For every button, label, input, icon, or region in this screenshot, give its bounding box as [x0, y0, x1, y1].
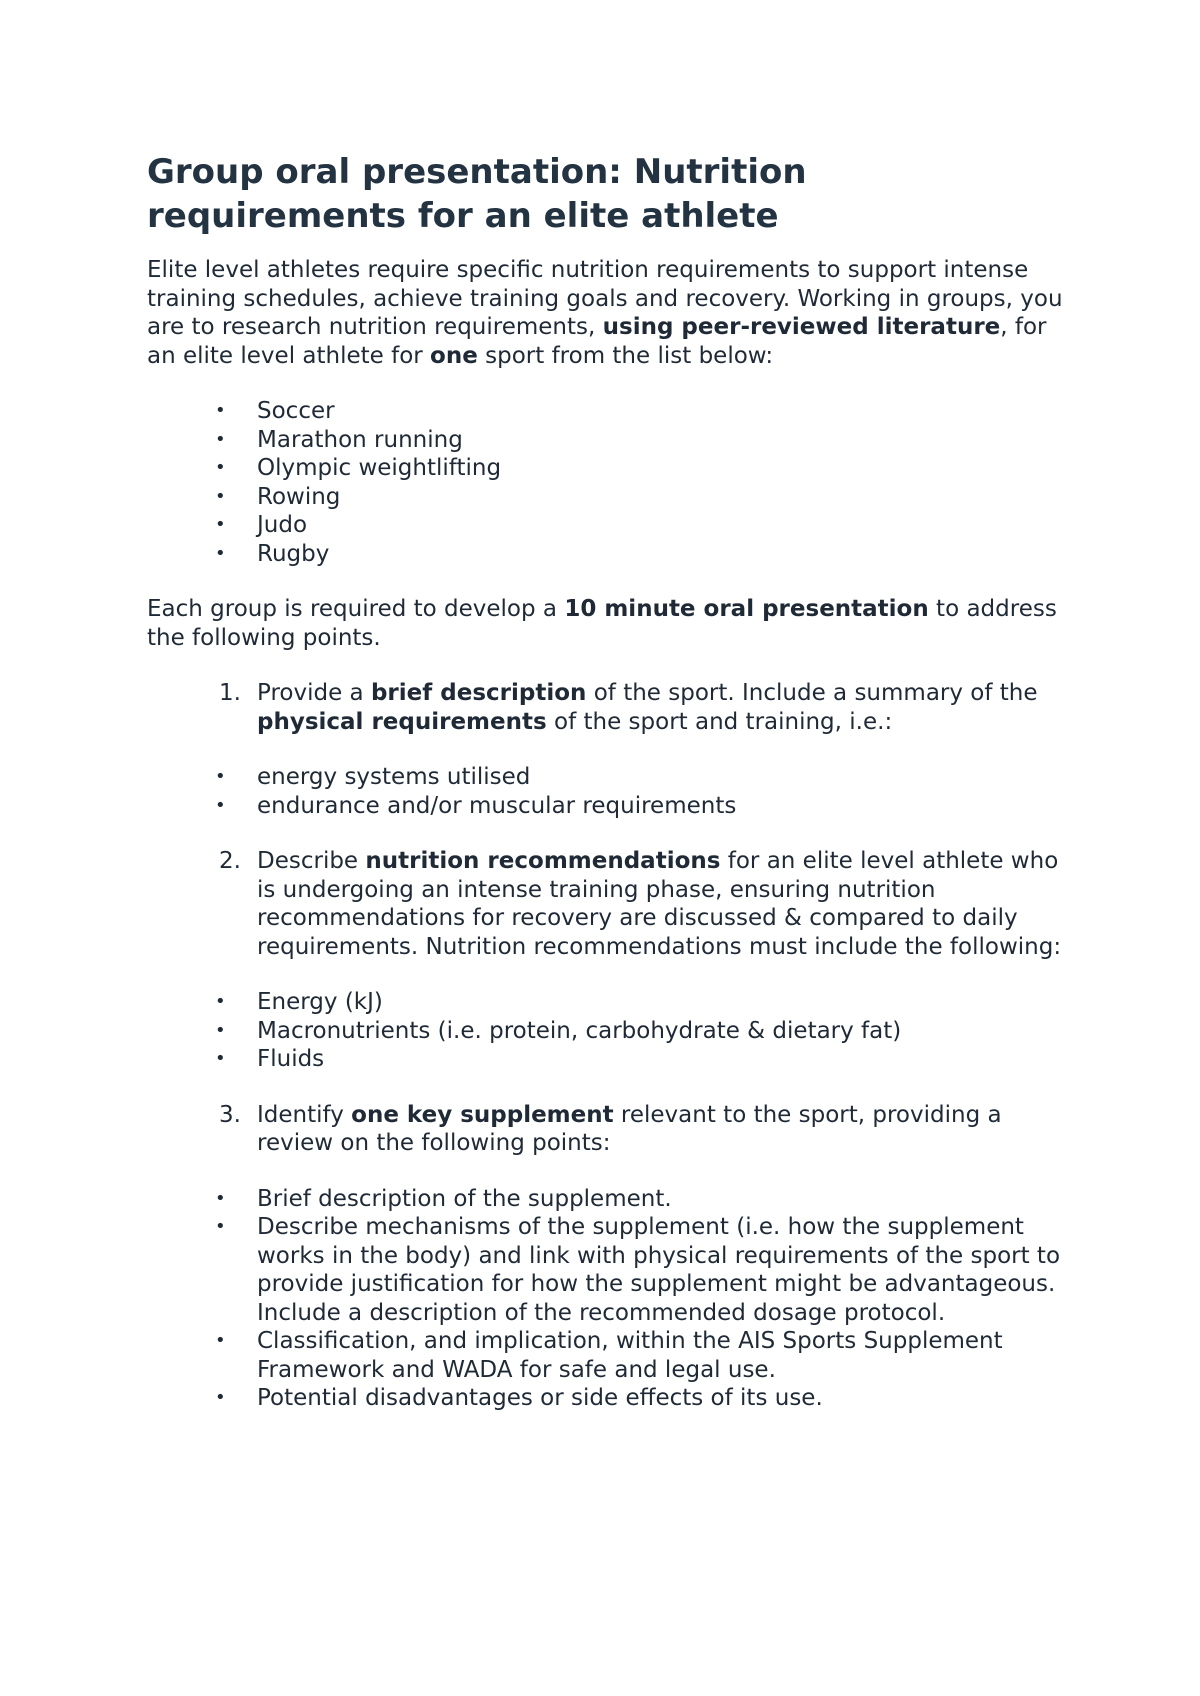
- task-text-1: Each group is required to develop a: [147, 596, 565, 622]
- bullet-icon: •: [215, 485, 226, 507]
- list-item-text: Describe mechanisms of the supplement (i.e. how the supplement works in the body) and link with physical requirements of the sport to provide justification for how the supplement might be advantageous. Include a description of the recommended dosage protocol.: [257, 1214, 1061, 1326]
- list-item: [147, 792, 1067, 821]
- list-item: [147, 483, 1067, 512]
- intro-text-2: , for an elite level athlete for: [147, 314, 1047, 369]
- intro-text-3: sport from the list below:: [477, 342, 774, 369]
- point-text: Provide a: [257, 680, 371, 706]
- list-item-text: Olympic weightlifting: [257, 455, 502, 481]
- point-text: relevant to the sport, providing a review on the following points:: [257, 1101, 1002, 1156]
- bullet-icon: •: [215, 457, 226, 478]
- point-bold: brief description: [370, 680, 587, 706]
- intro-text-1: Elite level athletes require specific nutrition requirements to support intense training schedules, achieve training goals and recovery. Working in groups, you are to research nutrition requirements,: [147, 257, 1063, 340]
- point-text: Describe: [257, 848, 366, 874]
- list-item-text: energy systems utilised: [257, 764, 531, 790]
- list-item: [147, 1384, 1067, 1413]
- list-item: [147, 540, 1067, 569]
- point-text: Identify: [257, 1101, 352, 1128]
- bullet-icon: •: [215, 1216, 226, 1237]
- list-item: [147, 763, 1067, 792]
- numbered-point-1: [147, 679, 1067, 736]
- point-text: of the sport and training, i.e.:: [546, 708, 893, 735]
- bullet-icon: •: [215, 1387, 226, 1408]
- bullet-icon: •: [215, 542, 226, 564]
- point-number: 2.: [219, 848, 241, 874]
- bullet-icon: •: [215, 1187, 226, 1209]
- intro-paragraph: [147, 256, 1067, 370]
- list-item: [147, 511, 1067, 540]
- numbered-point-2: [147, 847, 1067, 961]
- list-item: [147, 1045, 1067, 1074]
- bullet-icon: •: [215, 1330, 226, 1351]
- list-item: [147, 988, 1067, 1017]
- point-bold: nutrition recommendations: [365, 848, 721, 874]
- bullet-icon: •: [215, 766, 226, 787]
- bullet-icon: •: [215, 400, 226, 421]
- list-item-text: Judo: [257, 512, 308, 538]
- list-item-text: Potential disadvantages or side effects of its use.: [257, 1385, 823, 1411]
- intro-bold-1: using peer-reviewed literature: [602, 314, 1001, 340]
- list-item: [147, 426, 1067, 455]
- list-item-text: Macronutrients (i.e. protein, carbohydrate & dietary fat): [257, 1017, 902, 1044]
- task-bold-1: 10 minute oral presentation: [564, 596, 929, 622]
- bullet-icon: •: [215, 1019, 226, 1041]
- list-item-text: Classification, and implication, within the AIS Sports Supplement Framework and WADA for safe and legal use.: [257, 1328, 1003, 1383]
- point-number: 1.: [219, 680, 241, 706]
- numbered-point-3: [147, 1101, 1067, 1158]
- list-item: [147, 397, 1067, 426]
- list-item-text: Fluids: [257, 1046, 325, 1072]
- list-item: [147, 454, 1067, 483]
- list-item-text: Energy (kJ): [257, 989, 383, 1015]
- point-2-bullets: [147, 988, 1067, 1074]
- list-item-text: Marathon running: [257, 426, 463, 453]
- bullet-icon: •: [215, 428, 226, 450]
- list-item: [147, 1213, 1067, 1327]
- intro-bold-2: one: [430, 342, 478, 369]
- bullet-icon: •: [215, 794, 226, 816]
- list-item-text: endurance and/or muscular requirements: [257, 792, 737, 819]
- list-item-text: Rugby: [257, 540, 330, 567]
- sports-list: [147, 397, 1067, 568]
- bullet-icon: •: [215, 1048, 226, 1069]
- bullet-icon: •: [215, 514, 226, 535]
- bullet-icon: •: [215, 991, 226, 1012]
- document-title: Group oral presentation: Nutrition requirements for an elite athlete: [147, 152, 807, 236]
- list-item-text: Rowing: [257, 483, 341, 510]
- list-item-text: Soccer: [257, 398, 335, 424]
- point-bold: physical requirements: [257, 708, 547, 735]
- point-text: for an elite level athlete who is undergoing an intense training phase, ensuring nutrition recommendations for recovery are discussed & compared to daily requirements. Nutrition recommendations must include the following:: [257, 848, 1062, 960]
- point-number: 3.: [219, 1101, 241, 1128]
- point-1-bullets: [147, 763, 1067, 820]
- task-paragraph: [147, 595, 1067, 652]
- list-item: [147, 1327, 1067, 1384]
- point-bold: one key supplement: [351, 1101, 614, 1128]
- point-text: of the sport. Include a summary of the: [586, 680, 1038, 706]
- list-item: [147, 1185, 1067, 1214]
- task-text-2: to address the following points.: [147, 596, 1057, 651]
- list-item: [147, 1017, 1067, 1046]
- list-item-text: Brief description of the supplement.: [257, 1185, 672, 1212]
- document-page: [147, 150, 1067, 1413]
- point-3-bullets: [147, 1185, 1067, 1413]
